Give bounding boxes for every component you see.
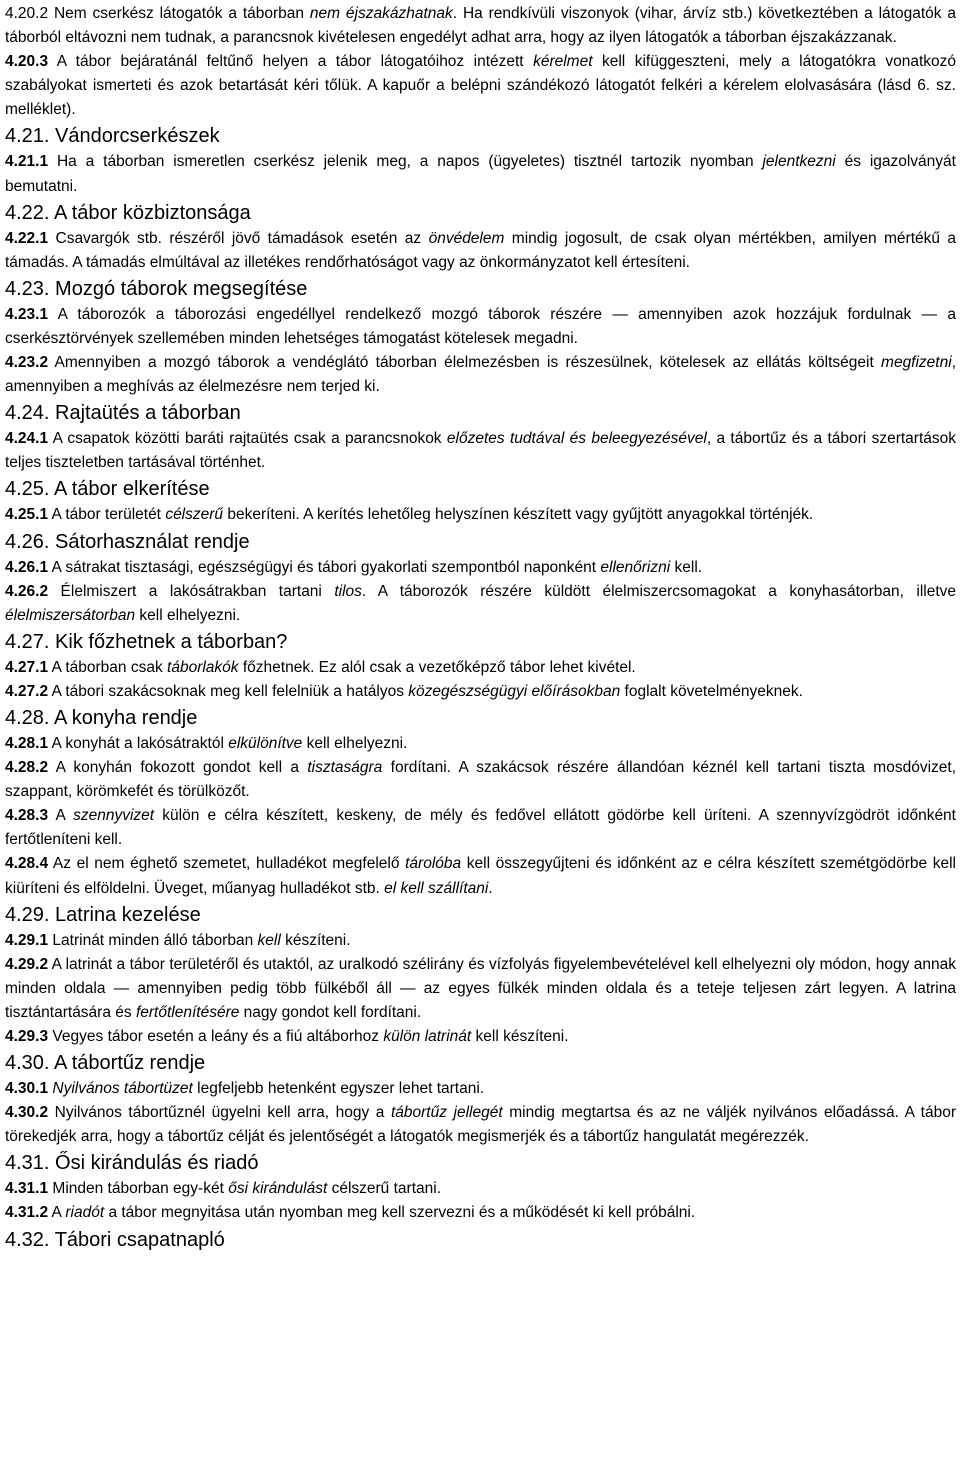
emphasis-text: jelentkezni (762, 153, 836, 171)
emphasis-text: szennyvizet (73, 807, 155, 825)
clause-number: 4.29.1 (5, 931, 49, 949)
section-heading (5, 528, 956, 556)
section-title: Mozgó táborok megsegítése (55, 277, 308, 300)
body-text: 4.20.2 Nem cserkész látogatók a táborban (5, 5, 310, 22)
clause-number: 4.26.2 (5, 582, 49, 600)
section-number: 4.31. (5, 1152, 50, 1175)
paragraph (5, 150, 956, 198)
body-text: A (48, 807, 74, 825)
body-text: . Ha rendkívüli viszonyok (vihar, árvíz stb.) következtében a látogatók a táborból eltávozni nem tudnak, a parancsnok kivételesen engedélyt adhat arra, hogy az ilyen látogatók a táborban éjszakázzanak. (5, 5, 957, 47)
clause-number: 4.27.1 (5, 658, 49, 676)
body-text: mindig megtartsa és az ne váljék nyilvános előadássá. A tábor törekedjék arra, hogy a tábortűz célját és jelentőségét a látogatók megismerjék és a tábortűz hangulatát megérezzék. (5, 1104, 956, 1146)
section-number: 4.25. (5, 478, 50, 501)
paragraph (5, 580, 956, 628)
paragraph (5, 427, 956, 475)
body-text: A sátrakat tisztasági, egészségügyi és tábori gyakorlati szempontból naponként (48, 558, 601, 576)
body-text: A tábor bejáratánál feltűnő helyen a tábor látogatóihoz intézett (48, 53, 534, 71)
body-text: A tábori szakácsoknak meg kell felelniük a hatályos (48, 682, 409, 700)
paragraph (5, 50, 956, 122)
clause-number: 4.23.2 (5, 354, 49, 372)
section-heading (5, 275, 956, 303)
clause-number: 4.29.3 (5, 1028, 49, 1045)
clause-number: 4.31.1 (5, 1180, 49, 1198)
section-title: Kik főzhetnek a táborban? (55, 630, 288, 653)
paragraph (5, 503, 956, 527)
body-text: A konyhát a lakósátraktól (48, 734, 229, 752)
emphasis-text: tilos (334, 582, 362, 600)
body-text: kell kifüggeszteni, mely a látogatókra vonatkozó szabályokat ismerteti és azok betartását kéri tőlük. A kapuőr a belépni szándékozó látogatót felkéri a kérelem elolvasására (lásd 6. sz. melléklet). (5, 53, 956, 119)
body-text: legfeljebb hetenként egyszer lehet tartani. (192, 1080, 485, 1098)
emphasis-text: tisztaságra (307, 759, 383, 777)
emphasis-text: megfizetni (881, 354, 952, 372)
section-title: Vándorcserkészek (55, 125, 220, 148)
section-number: 4.29. (5, 903, 50, 926)
paragraph (5, 852, 956, 900)
body-text: mindig jogosult, de csak olyan mértékben, amilyen mértékű a támadás. A támadás elmúltával az illetékes rendőrhatóságot vagy az önkormányzatot kell értesíteni. (5, 229, 957, 271)
paragraph (5, 1077, 956, 1101)
body-text: , amennyiben a meghívás az élelmezésre nem terjed ki. (5, 354, 956, 396)
body-text: Latrinát minden álló táborban (48, 931, 258, 949)
body-text: külön e célra készített, keskeny, de mély és fedővel ellátott gödörbe kell üríteni. A szennyvízgödröt időnként fertőtleníteni kell. (5, 807, 956, 849)
emphasis-text: táborlakók (167, 658, 239, 676)
emphasis-text: célszerű (165, 506, 224, 524)
emphasis-text: fertőtlenítésére (135, 1003, 240, 1021)
body-text: . A táborozók részére küldött élelmiszercsomagokat a konyhasátorban, illetve (361, 582, 957, 600)
emphasis-text: nem éjszakázhatnak (309, 5, 453, 22)
section-number: 4.32. (5, 1228, 50, 1251)
body-text: Amennyiben a mozgó táborok a vendéglátó táborban élelmezésben is részesülnek, kötelesek az ellátás költségeit (48, 354, 882, 372)
body-text: A csapatok közötti baráti rajtaütés csak a parancsnokok (48, 430, 447, 448)
body-text: Csavargók stb. részéről jövő támadások esetén az (48, 229, 429, 247)
body-text: Az el nem éghető szemetet, hulladékot megfelelő (48, 855, 406, 873)
emphasis-text: tábortűz jellegét (390, 1104, 503, 1122)
body-text: nagy gondot kell fordítani. (239, 1003, 422, 1021)
paragraph (5, 303, 956, 351)
emphasis-text: kell (257, 931, 281, 949)
section-title: Latrina kezelése (55, 903, 201, 926)
paragraph (5, 680, 956, 704)
body-text: Minden táborban egy-két (48, 1180, 229, 1198)
body-text: készíteni. (280, 931, 351, 949)
body-text: A tábor területét (48, 506, 166, 524)
paragraph (5, 656, 956, 680)
body-text: Nyilvános tábortűznél ügyelni kell arra, hogy a (48, 1104, 391, 1122)
emphasis-text: előzetes tudtával és beleegyezésével (446, 430, 707, 448)
section-number: 4.28. (5, 706, 50, 729)
paragraph (5, 1101, 956, 1149)
body-text: kell elhelyezni. (302, 734, 408, 752)
clause-number: 4.28.3 (5, 807, 49, 825)
emphasis-text: elkülönítve (228, 734, 303, 752)
body-text: és igazolványát bemutatni. (5, 153, 956, 195)
paragraph (5, 953, 956, 1025)
section-number: 4.22. (5, 201, 50, 224)
section-number: 4.24. (5, 402, 50, 425)
emphasis-text: Nyilvános tábortüzet (52, 1080, 193, 1098)
section-heading (5, 901, 956, 929)
emphasis-text: ellenőrizni (600, 558, 671, 576)
clause-number: 4.31.2 (5, 1204, 49, 1222)
paragraph (5, 929, 956, 953)
body-text: főzhetnek. Ez alól csak a vezetőképző tábor lehet kivétel. (238, 658, 636, 676)
paragraph (5, 756, 956, 804)
paragraph (5, 2, 956, 50)
paragraph (5, 227, 956, 275)
clause-number: 4.25.1 (5, 506, 49, 524)
clause-number: 4.28.1 (5, 734, 49, 752)
clause-number: 4.28.2 (5, 759, 49, 777)
body-text: A konyhán fokozott gondot kell a (48, 759, 308, 777)
body-text: A (48, 1204, 66, 1222)
body-text: A táborozók a táborozási engedéllyel rendelkező mozgó táborok részére — amennyiben azok hozzájuk fordulnak — a cserkésztörvények szellemében minden lehetséges támogatást kötelesek megadni. (5, 305, 956, 347)
emphasis-text: önvédelem (428, 229, 505, 247)
section-title: Tábori csapatnapló (54, 1228, 225, 1251)
clause-number: 4.21.1 (5, 153, 49, 171)
section-title: A konyha rendje (53, 706, 198, 729)
body-text: kell összegyűjteni és időnként az e célra készített szemétgödörbe kell kiüríteni és elföldelni. Üveget, műanyag hulladékot stb. (5, 855, 957, 897)
section-title: Sátorhasználat rendje (55, 530, 250, 553)
paragraph (5, 556, 956, 580)
section-title: A tábor elkerítése (53, 478, 210, 501)
emphasis-text: külön latrinát (383, 1028, 472, 1045)
body-text: Ha a táborban ismeretlen cserkész jelenik meg, a napos (ügyeletes) tisztnél tartozik nyomban (48, 153, 763, 171)
clause-number: 4.24.1 (5, 430, 49, 448)
emphasis-text: közegészségügyi előírásokban (408, 682, 621, 700)
section-number: 4.30. (5, 1052, 50, 1075)
clause-number: 4.30.2 (5, 1104, 49, 1122)
section-heading (5, 122, 956, 150)
emphasis-text: élelmiszersátorban (5, 606, 136, 624)
section-heading (5, 399, 956, 427)
section-heading (5, 1226, 956, 1254)
clause-number: 4.22.1 (5, 229, 49, 247)
section-heading (5, 628, 956, 656)
clause-number: 4.27.2 (5, 682, 49, 700)
emphasis-text: tárolóba (405, 855, 462, 873)
body-text: , a tábortűz és a tábori szertartások teljes tiszteletben tartásával történhet. (5, 430, 957, 472)
emphasis-text: ősi kirándulást (228, 1180, 328, 1198)
paragraph (5, 1025, 956, 1049)
body-text: . (488, 879, 493, 897)
section-number: 4.26. (5, 530, 50, 553)
body-text: a tábor megnyitása után nyomban meg kell szervezni és a működését ki kell próbálni. (104, 1204, 696, 1222)
emphasis-text: el kell szállítani (384, 879, 489, 897)
section-number: 4.27. (5, 630, 50, 653)
body-text: fordítani. A szakácsok részére állandóan kéznél kell tartani tiszta mosdóvizet, szappant, körömkefét és törülközőt. (5, 759, 956, 801)
section-heading (5, 475, 956, 503)
clause-number: 4.26.1 (5, 558, 49, 576)
body-text: Élelmiszert a lakósátrakban tartani (48, 582, 335, 600)
paragraph (5, 732, 956, 756)
body-text: kell. (670, 558, 703, 576)
clause-number: 4.29.2 (5, 955, 49, 973)
paragraph (5, 1201, 956, 1225)
section-heading (5, 1149, 956, 1177)
body-text: A táborban csak (48, 658, 168, 676)
body-text: célszerű tartani. (327, 1180, 441, 1198)
body-text: kell készíteni. (471, 1028, 569, 1045)
clause-number: 4.28.4 (5, 855, 49, 873)
section-heading (5, 199, 956, 227)
clause-number: 4.30.1 (5, 1080, 49, 1098)
paragraph (5, 1177, 956, 1201)
section-heading (5, 704, 956, 732)
body-text: A latrinát a tábor területéről és utaktól, az uralkodó szélirány és vízfolyás figyelembevételével kell elhelyezni oly módon, hogy annak minden oldala — amennyiben pedig több fülkéből áll — az egyes fülkék minden oldala és a teteje teljesen zárt legyen. A latrina tisztántartására és (5, 955, 956, 1021)
emphasis-text: kérelmet (533, 53, 593, 71)
clause-number: 4.23.1 (5, 305, 49, 323)
paragraph (5, 804, 956, 852)
paragraph (5, 351, 956, 399)
section-title: A tábor közbiztonsága (53, 201, 251, 224)
body-text: foglalt követelményeknek. (620, 682, 803, 700)
section-title: A tábortűz rendje (53, 1052, 206, 1075)
body-text: Vegyes tábor esetén a leány és a fiú altáborhoz (48, 1028, 384, 1045)
section-number: 4.21. (5, 125, 50, 148)
body-text: bekeríteni. A kerítés lehetőleg helyszínen készített vagy gyűjtött anyagokkal történjék. (223, 506, 814, 524)
body-text: kell elhelyezni. (135, 606, 241, 624)
clause-number: 4.20.3 (5, 53, 49, 71)
section-number: 4.23. (5, 277, 50, 300)
section-heading (5, 1049, 956, 1077)
section-title: Rajtaütés a táborban (55, 402, 241, 425)
emphasis-text: riadót (65, 1204, 105, 1222)
section-title: Ősi kirándulás és riadó (55, 1152, 259, 1175)
